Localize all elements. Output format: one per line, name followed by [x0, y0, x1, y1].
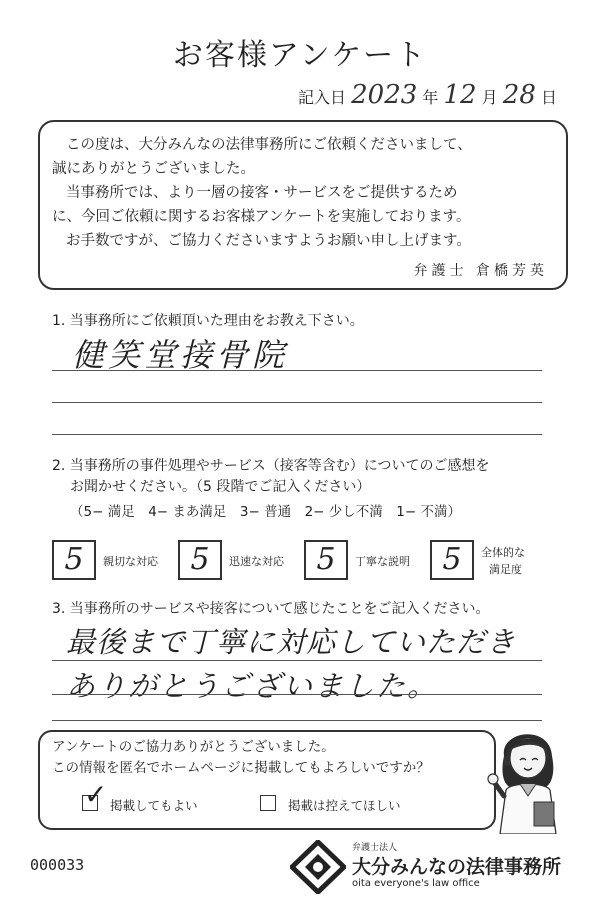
signature: 弁護士 倉橋芳英 — [413, 263, 548, 279]
firm-name: 大分みんなの法律事務所 — [352, 856, 562, 878]
rating-box-kindness[interactable]: 5 — [52, 540, 96, 580]
date-month: 12 — [443, 80, 477, 110]
date-day-unit: 日 — [540, 88, 557, 107]
q1-answer-line — [52, 402, 542, 403]
rating-label-explanation: 丁寧な説明 — [355, 555, 410, 568]
check-icon: ✓ — [84, 778, 108, 811]
rating-label-speed: 迅速な対応 — [229, 555, 284, 568]
rating-label-overall-sub: 満足度 — [489, 563, 522, 576]
consent-no-label: 掲載は控えてほしい — [288, 798, 401, 813]
date-month-unit: 月 — [481, 88, 498, 107]
q2-heading: 2. 当事務所の事件処理やサービス（接客等含む）についてのご感想を — [52, 458, 490, 474]
q3-answer-line1: 最後まで丁寧に対応していただき — [66, 625, 517, 659]
rating-label-kindness: 親切な対応 — [103, 555, 158, 568]
q3-answer-line — [52, 694, 542, 695]
consent-no-checkbox[interactable] — [260, 795, 276, 811]
serial-number: 000033 — [30, 856, 85, 874]
date-year-unit: 年 — [422, 88, 439, 107]
page-title: お客様アンケート — [172, 38, 428, 73]
rating-box-overall[interactable]: 5 — [430, 540, 474, 580]
q1-answer: 健笑堂接骨院 — [72, 336, 289, 374]
entry-date — [298, 80, 557, 110]
intro-line: に、今回ご依頼に関するお客様アンケートを実施しております。 — [52, 209, 471, 225]
date-year: 2023 — [351, 80, 418, 110]
rating-label-overall: 全体的な — [481, 546, 525, 559]
consent-line: アンケートのご協力ありがとうございました。 — [52, 739, 335, 755]
rating-scale: （5− 満足 4− まあ満足 3− 普通 2− 少し不満 1− 不満） — [70, 504, 461, 520]
q1-answer-line — [52, 434, 542, 435]
q1-heading: 1. 当事務所にご依頼頂いた理由をお教え下さい。 — [52, 313, 364, 329]
intro-line: 当事務所では、より一層の接客・サービスをご提供するため — [66, 185, 458, 201]
firm-logo-icon — [290, 840, 346, 894]
q3-heading: 3. 当事務所のサービスや接客について感じたことをご記入ください。 — [52, 601, 490, 617]
intro-message — [52, 133, 560, 253]
consent-yes-label: 掲載してもよい — [110, 798, 198, 813]
rating-box-explanation[interactable]: 5 — [304, 540, 348, 580]
intro-line: 誠にありがとうございました。 — [52, 161, 255, 177]
rating-box-speed[interactable]: 5 — [178, 540, 222, 580]
intro-line: お手数ですが、ご協力くださいますようお願い申し上げます。 — [66, 233, 471, 249]
date-label: 記入日 — [298, 88, 347, 107]
q3-answer-line2: ありがとうございました。 — [66, 669, 439, 703]
q3-answer-line — [52, 660, 542, 661]
firm-name-en: oita everyone's law office — [352, 878, 480, 889]
woman-illustration-icon — [486, 716, 570, 834]
q2-heading-sub: お聞かせください。（5 段階でご記入ください） — [70, 479, 371, 495]
date-day: 28 — [502, 80, 536, 110]
firm-type: 弁護士法人 — [352, 843, 398, 853]
consent-message — [52, 737, 430, 779]
q3-answer-line — [52, 720, 542, 721]
intro-line: この度は、大分みんなの法律事務所にご依頼くださいまして、 — [66, 137, 472, 153]
q1-answer-line — [52, 370, 542, 371]
consent-line: この情報を匿名でホームページに掲載してもよろしいですか？ — [52, 760, 430, 776]
